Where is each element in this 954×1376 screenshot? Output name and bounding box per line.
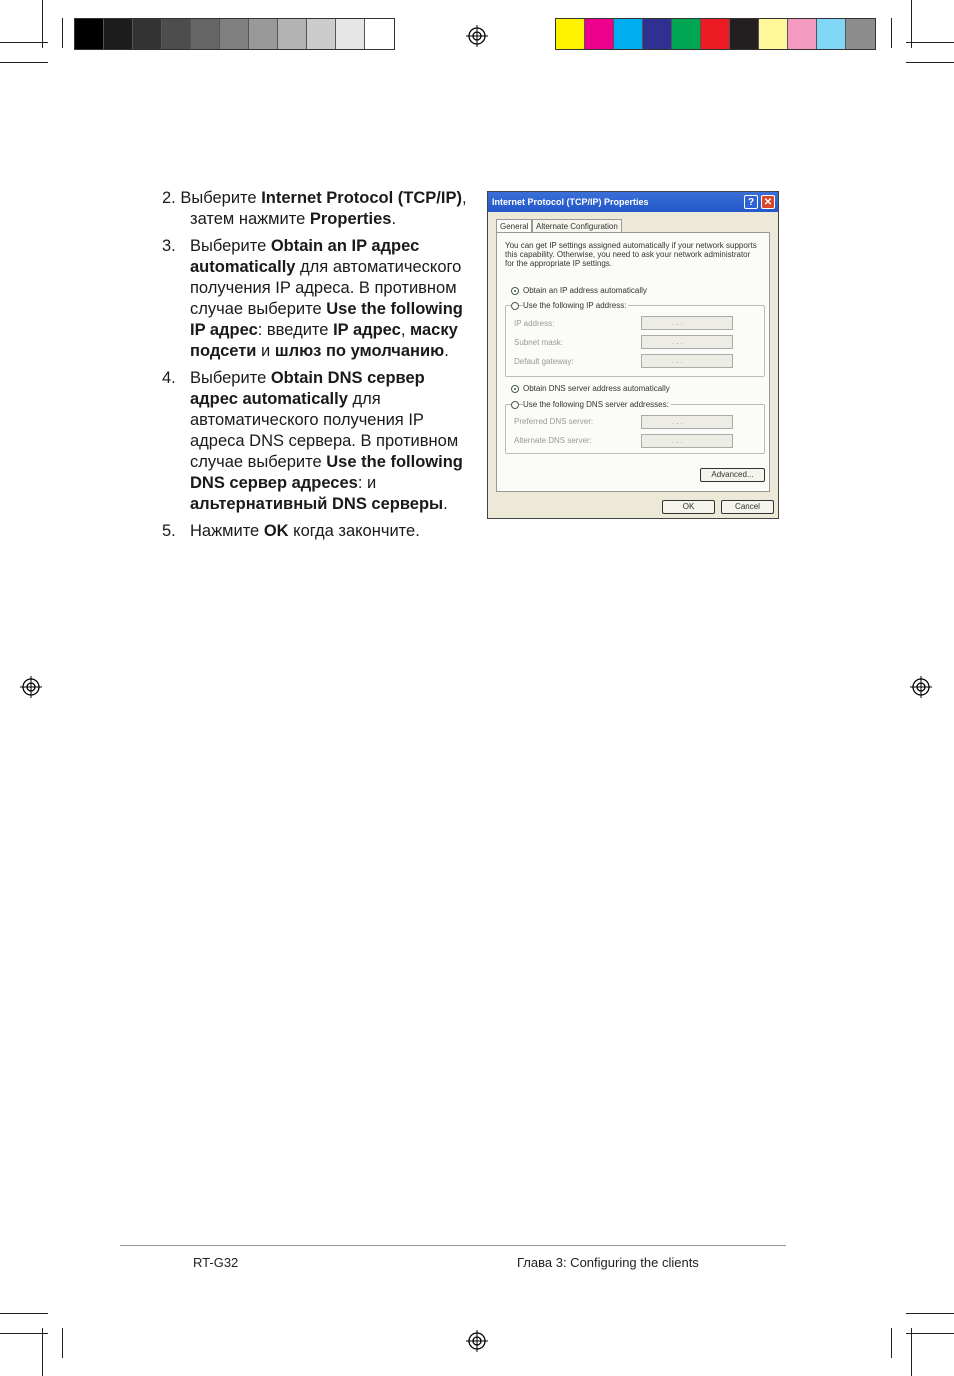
obtain-dns-radio[interactable] bbox=[511, 385, 519, 393]
general-panel bbox=[496, 232, 770, 492]
tcpip-properties-dialog bbox=[487, 191, 779, 519]
gray-swatch bbox=[365, 19, 394, 49]
gray-swatch bbox=[307, 19, 336, 49]
field-dots: . . . bbox=[672, 436, 684, 445]
preferred-dns-field[interactable] bbox=[641, 415, 733, 429]
field-dots: . . . bbox=[672, 337, 684, 346]
step-bold: Obtain DNS сервер адрес automatically bbox=[190, 369, 425, 408]
alternate-dns-field[interactable] bbox=[641, 434, 733, 448]
advanced-button[interactable]: Advanced... bbox=[700, 468, 765, 482]
step-text: : и bbox=[357, 474, 377, 492]
color-swatch bbox=[643, 19, 672, 49]
step-text: Выберите bbox=[190, 369, 271, 387]
registration-mark-icon bbox=[20, 676, 42, 698]
color-swatch bbox=[846, 19, 875, 49]
step-bold: OK bbox=[263, 522, 289, 540]
step-text: , bbox=[400, 321, 410, 339]
default-gateway-field[interactable] bbox=[641, 354, 733, 368]
tab-general[interactable]: General bbox=[496, 219, 532, 233]
step-text: . bbox=[391, 210, 397, 228]
registration-mark-icon bbox=[466, 1330, 488, 1352]
color-swatch bbox=[672, 19, 701, 49]
step-text: и bbox=[256, 342, 275, 360]
step-5 bbox=[162, 521, 467, 542]
dialog-title: Internet Protocol (TCP/IP) Properties bbox=[492, 197, 649, 207]
step-text: для автоматического получения IP адреса. В противном случае выберите bbox=[190, 258, 462, 318]
step-number: 3. bbox=[162, 237, 176, 255]
field-dots: . . . bbox=[672, 318, 684, 327]
gray-swatch bbox=[191, 19, 220, 49]
gray-swatch bbox=[220, 19, 249, 49]
use-dns-label: Use the following DNS server addresses: bbox=[523, 400, 669, 409]
ip-address-label: IP address: bbox=[514, 319, 555, 328]
instructions bbox=[162, 188, 467, 548]
footer-rule bbox=[120, 1245, 786, 1246]
color-swatch bbox=[556, 19, 585, 49]
alternate-dns-label: Alternate DNS server: bbox=[514, 436, 592, 445]
step-number: 4. bbox=[162, 369, 176, 387]
cancel-button[interactable]: Cancel bbox=[721, 500, 774, 514]
step-bold: Use the following IP адрес bbox=[190, 300, 463, 339]
gray-swatch bbox=[249, 19, 278, 49]
step-text: Нажмите bbox=[190, 522, 264, 540]
gray-swatch bbox=[278, 19, 307, 49]
step-bold: маску подсети bbox=[190, 321, 458, 360]
step-bold: IP адрес bbox=[333, 321, 401, 339]
intro-text: You can get IP settings assigned automatically if your network supports this capability. Otherwise, you need to ask your network administrator for the appropriate IP settings. bbox=[505, 241, 757, 268]
subnet-mask-field[interactable] bbox=[641, 335, 733, 349]
gray-swatch bbox=[336, 19, 365, 49]
step-text: , затем нажмите bbox=[190, 189, 467, 228]
registration-mark-icon bbox=[466, 25, 488, 47]
grayscale-bar bbox=[74, 18, 395, 50]
gray-swatch bbox=[162, 19, 191, 49]
gray-swatch bbox=[75, 19, 104, 49]
dialog-titlebar bbox=[488, 192, 778, 212]
step-number: 5. bbox=[162, 522, 176, 540]
step-bold: альтернативный DNS серверы bbox=[190, 495, 444, 513]
obtain-ip-label: Obtain an IP address automatically bbox=[523, 286, 647, 295]
step-text: когда закончите. bbox=[288, 522, 420, 540]
step-text: для автоматического получения IP адреса DNS сервера. В противном случае выберите bbox=[190, 390, 459, 471]
color-swatch bbox=[730, 19, 759, 49]
step-2 bbox=[162, 188, 467, 230]
ok-button[interactable]: OK bbox=[662, 500, 715, 514]
step-text: Выберите bbox=[190, 237, 271, 255]
registration-mark-icon bbox=[910, 676, 932, 698]
field-dots: . . . bbox=[672, 417, 684, 426]
use-ip-label: Use the following IP address: bbox=[523, 301, 627, 310]
use-ip-radio[interactable] bbox=[511, 302, 519, 310]
use-dns-radio[interactable] bbox=[511, 401, 519, 409]
color-swatch bbox=[585, 19, 614, 49]
gray-swatch bbox=[133, 19, 162, 49]
step-bold: Use the following DNS сервер адресes bbox=[190, 453, 463, 492]
tab-alternate-configuration[interactable]: Alternate Configuration bbox=[532, 219, 622, 232]
close-icon[interactable]: ✕ bbox=[761, 195, 775, 209]
help-icon[interactable]: ? bbox=[744, 195, 758, 209]
gray-swatch bbox=[104, 19, 133, 49]
step-bold: Properties bbox=[309, 210, 392, 228]
step-4 bbox=[162, 368, 467, 515]
default-gateway-label: Default gateway: bbox=[514, 357, 574, 366]
step-text: . bbox=[444, 342, 449, 360]
footer-model: RT-G32 bbox=[193, 1255, 239, 1270]
color-swatch bbox=[759, 19, 788, 49]
step-3 bbox=[162, 236, 467, 362]
step-text: 2. Выберите bbox=[162, 189, 262, 207]
color-bar bbox=[555, 18, 876, 50]
field-dots: . . . bbox=[672, 356, 684, 365]
color-swatch bbox=[614, 19, 643, 49]
footer-chapter: Глава 3: Configuring the clients bbox=[517, 1255, 699, 1270]
subnet-mask-label: Subnet mask: bbox=[514, 338, 563, 347]
color-swatch bbox=[701, 19, 730, 49]
color-swatch bbox=[788, 19, 817, 49]
step-text: . bbox=[443, 495, 448, 513]
step-bold: Obtain an IP адрес automatically bbox=[190, 237, 420, 276]
step-text: : введите bbox=[257, 321, 334, 339]
obtain-ip-radio[interactable] bbox=[511, 287, 519, 295]
ip-address-field[interactable] bbox=[641, 316, 733, 330]
preferred-dns-label: Preferred DNS server: bbox=[514, 417, 594, 426]
color-swatch bbox=[817, 19, 846, 49]
step-bold: Internet Protocol (TCP/IP) bbox=[261, 189, 462, 207]
obtain-dns-label: Obtain DNS server address automatically bbox=[523, 384, 670, 393]
step-bold: шлюз по умолчанию bbox=[274, 342, 445, 360]
